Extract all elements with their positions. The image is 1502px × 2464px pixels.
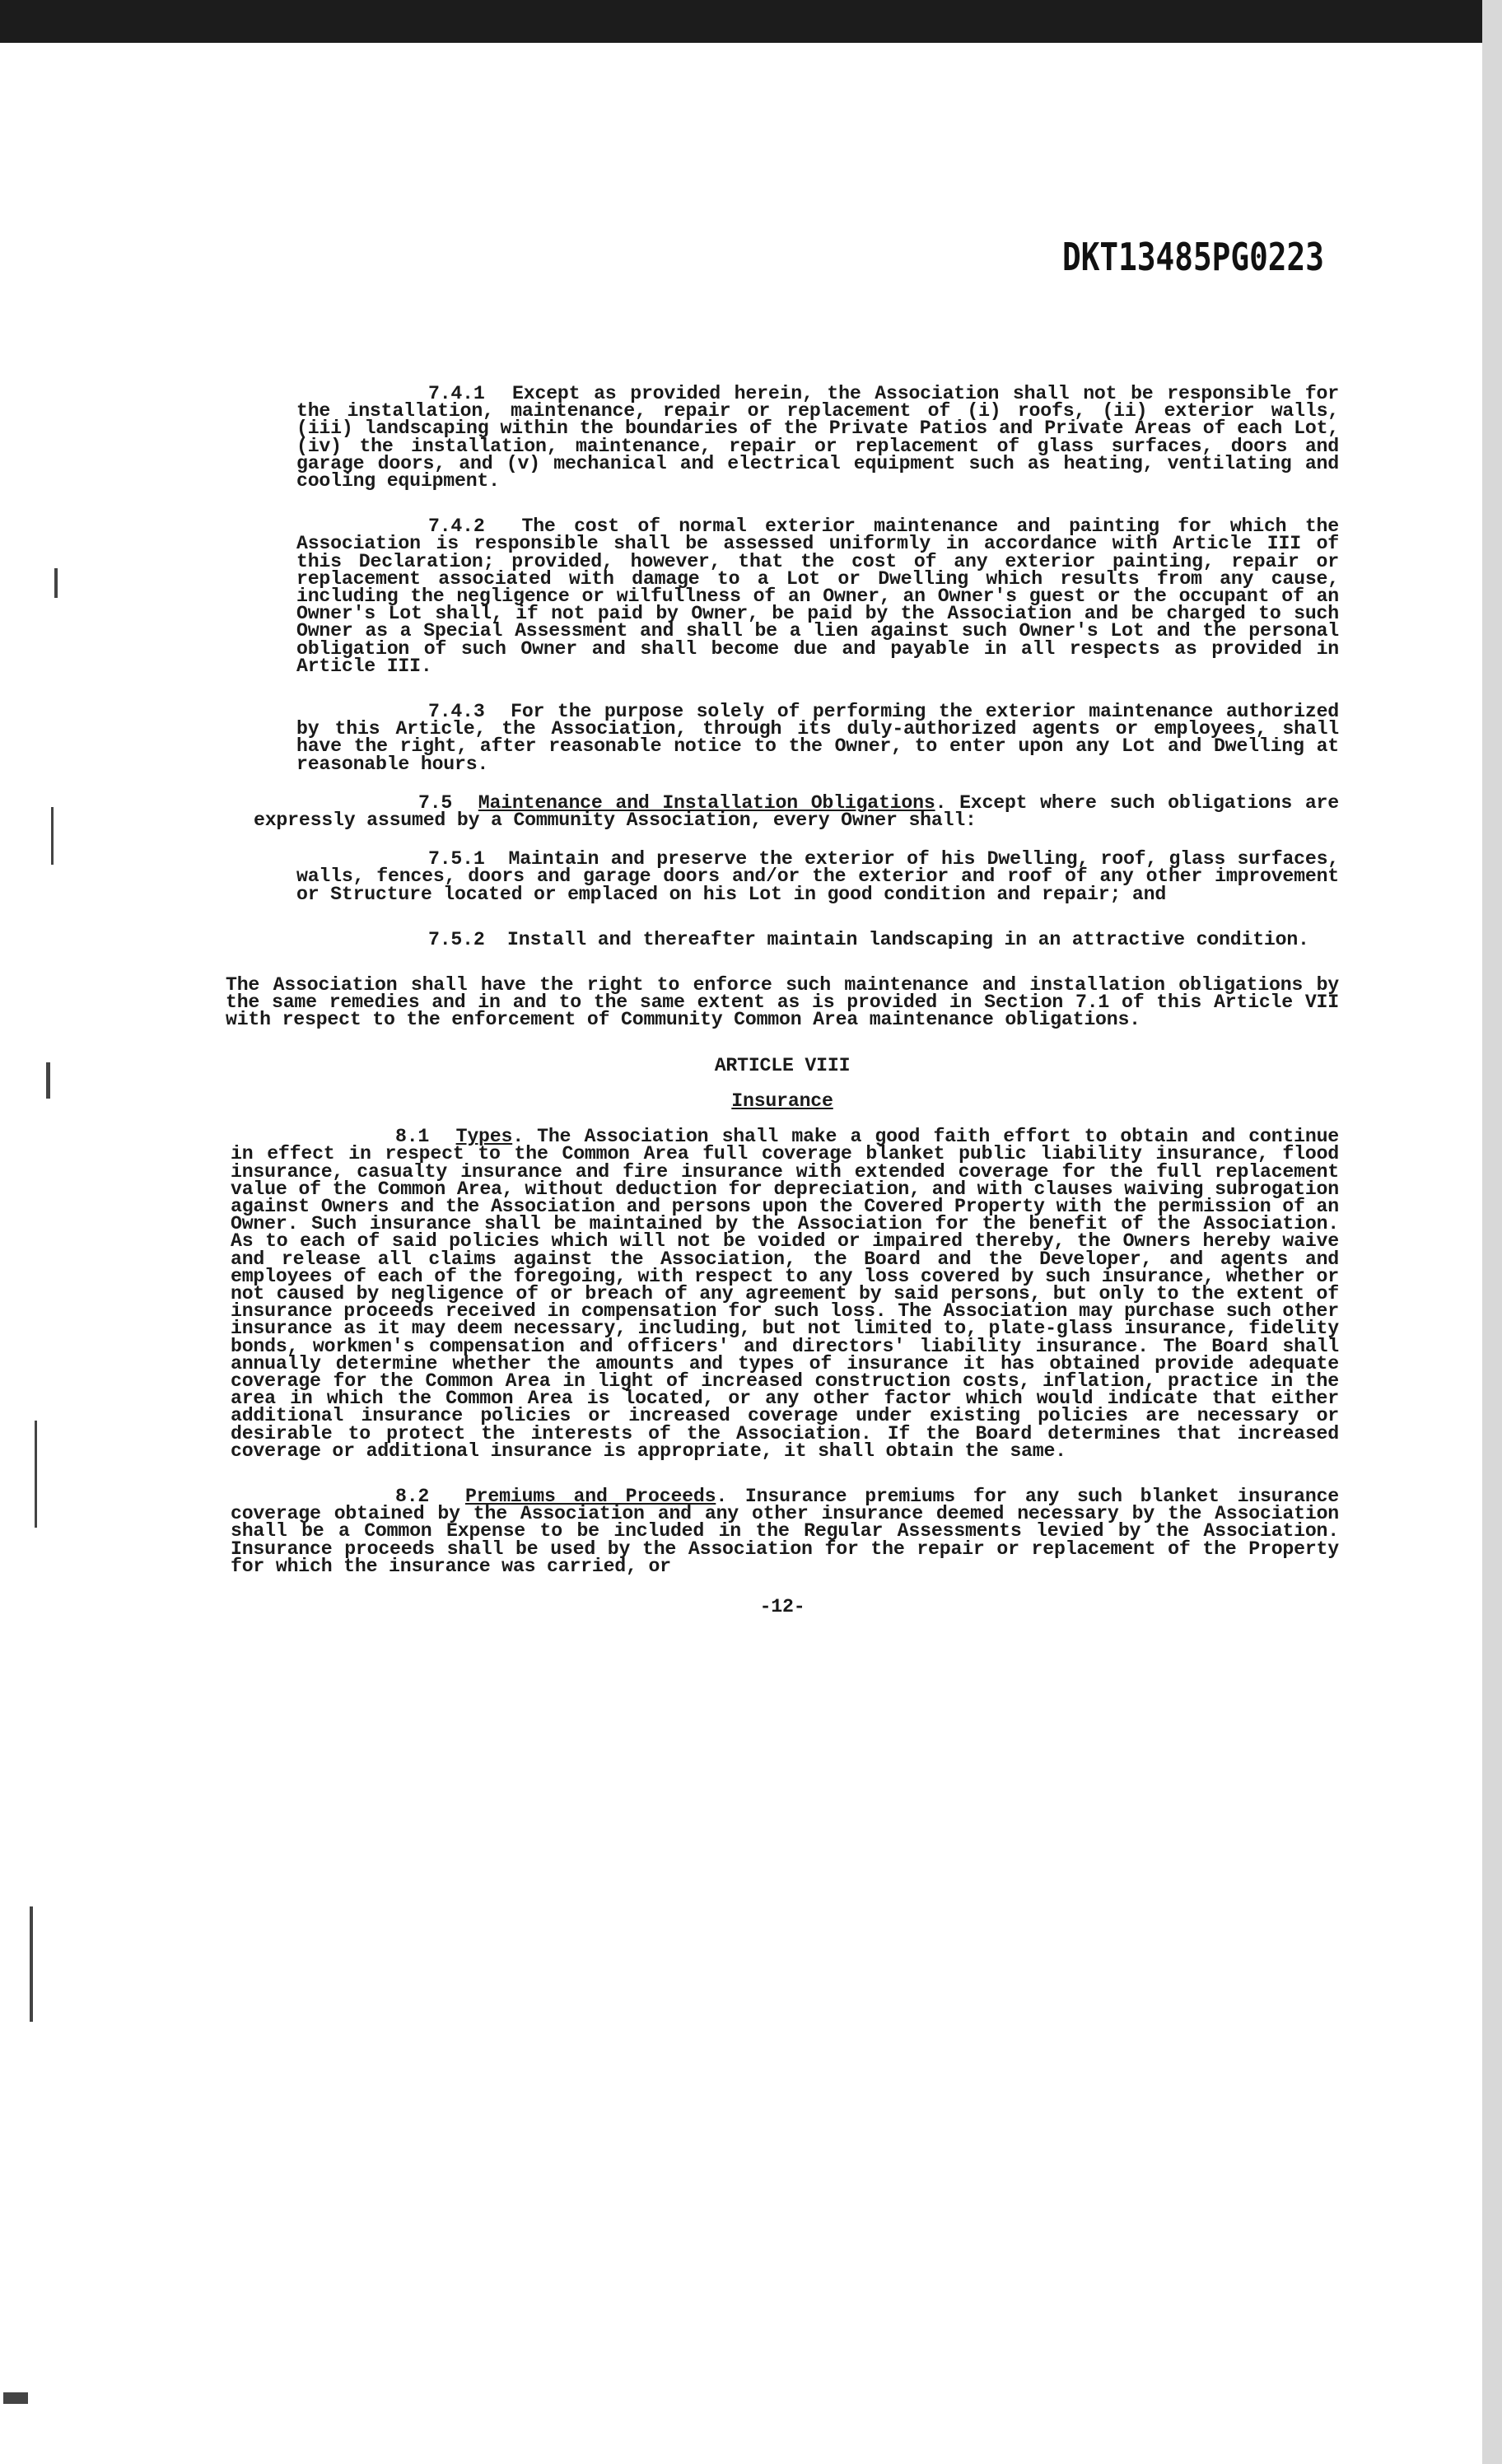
- paragraph-association-enforcement: [226, 974, 1339, 1031]
- document-stamp: DKT13485PG0223: [1062, 235, 1324, 279]
- section-heading: Types: [455, 1126, 513, 1148]
- page-number: -12-: [759, 1595, 805, 1617]
- section-number: 7.4.2: [428, 516, 485, 538]
- section-heading: Maintenance and Installation Obligations: [478, 791, 935, 814]
- margin-mark: [54, 568, 58, 598]
- paragraph-text: For the purpose solely of performing the exterior maintenance authorized by this Article, the Association, through its duly-authorized agents or employees, shall have the right, after reasonable notice to the Owner, to enter upon any Lot and Dwelling at reasonable hours.: [296, 701, 1339, 775]
- paragraph-7-4-2: [296, 518, 1339, 675]
- section-number: 7.5.1: [428, 848, 485, 870]
- section-number: 7.5: [418, 791, 453, 814]
- document-body: [226, 385, 1339, 1644]
- margin-mark: [46, 1062, 50, 1099]
- paragraph-7-5-1: [296, 848, 1339, 905]
- paragraph-7-5: [254, 791, 1339, 832]
- section-number: 8.2: [395, 1485, 430, 1507]
- paragraph-7-5-2: [296, 928, 1339, 950]
- paragraph-7-4-3: [296, 703, 1339, 773]
- paragraph-7-4-1: [296, 385, 1339, 490]
- article-title: [226, 1090, 1339, 1112]
- paragraph-text: Install and thereafter maintain landscaping in an attractive condition.: [507, 928, 1309, 950]
- article-title-text: Insurance: [731, 1090, 833, 1112]
- paragraph-text: . Except where such obligations are expressly assumed by a Community Association, every Owner shall:: [254, 791, 1339, 832]
- section-number: 7.4.1: [428, 383, 485, 404]
- paragraph-text: . The Association shall make a good faith effort to obtain and continue in effect in respect to the Common Area full coverage blanket public liability insurance, flood insurance, casualty insurance and fire insurance with extended coverage for the full replacement value of the Common Area, without deduction for depreciation, and with clauses waiving subrogation against Owners and the Association and persons upon the Covered Property with the permission of an Owner. Such insurance shall be maintained by the Association for the benefit of the Association. As to each of said policies which will not be voided or impaired thereby, the Owners hereby waive and release all claims against the Association, the Board and the Developer, and agents and employees of each of the foregoing, with respect to any loss covered by such insurance, whether or not caused by negligence of or breach of any agreement by said persons, but only to the extent of insurance proceeds received in compensation for such loss. The Association may purchase such other insurance as it may deem necessary, including, but not limited to, plate-glass insurance, fidelity bonds, workmen's compensation and officers' and directors' liability insurance. The Board shall annually determine whether the amounts and types of insurance it has obtained provide adequate coverage for the Common Area in light of increased construction costs, inflation, practice in the area in which the Common Area is located, or any other factor which would indicate that either additional insurance policies or increased coverage under existing policies are necessary or desirable to protect the interests of the Association. If the Board determines that increased coverage or additional insurance is appropriate, it shall obtain the same.: [231, 1126, 1340, 1462]
- margin-mark: [30, 1906, 33, 2022]
- paragraph-text: The cost of normal exterior maintenance and painting for which the Association is responsible shall be assessed uniformly in accordance with Article III of this Declaration; provided, however, that the cost of any exterior painting, repair or replacement associated with damage to a Lot or Dwelling which results from any cause, including the negligence or wilfullness of an Owner, an Owner's guest or the occupant of an Owner's Lot shall, if not paid by Owner, be paid by the Association and be charged to such Owner as a Special Assessment and shall be a lien against such Owner's Lot and the personal obligation of such Owner and shall become due and payable in all respects as provided in Article III.: [296, 516, 1339, 677]
- paragraph-8-1: [231, 1128, 1339, 1460]
- section-number: 7.5.2: [428, 928, 485, 950]
- section-number: 8.1: [395, 1126, 430, 1148]
- scan-right-edge: [1482, 0, 1502, 2464]
- margin-mark: [51, 807, 54, 865]
- paragraph-8-2: [231, 1485, 1340, 1577]
- section-number: 7.4.3: [428, 701, 485, 723]
- margin-mark: [3, 2392, 28, 2404]
- scan-top-border: [0, 0, 1502, 43]
- paragraph-text: . Insurance premiums for any such blanket insurance coverage obtained by the Association and any other insurance deemed necessary by the Association shall be a Common Expense to be included in the Regular Assessments levied by the Association. Insurance proceeds shall be used by the Association for the repair or replacement of the Property for which the insurance was carried, or: [231, 1485, 1340, 1577]
- article-heading: ARTICLE VIII: [714, 1054, 851, 1076]
- margin-mark: [35, 1421, 37, 1528]
- paragraph-text: Maintain and preserve the exterior of his Dwelling, roof, glass surfaces, walls, fences, doors and garage doors and/or the exterior and roof of any other improvement or Structure located or emplaced on his Lot in good condition and repair; and: [296, 848, 1339, 905]
- section-heading: Premiums and Proceeds: [464, 1485, 716, 1507]
- paragraph-text: The Association shall have the right to enforce such maintenance and installation obligations by the same remedies and in and to the same extent as is provided in Section 7.1 of this Article VII with respect to the enforcement of Community Common Area maintenance obligations.: [226, 974, 1339, 1031]
- paragraph-text: Except as provided herein, the Association shall not be responsible for the installation, maintenance, repair or replacement of (i) roofs, (ii) exterior walls, (iii) landscaping within the boundaries of the Private Patios and Private Areas of each Lot, (iv) the installation, maintenance, repair or replacement of glass surfaces, doors and garage doors, and (v) mechanical and electrical equipment such as heating, ventilating and cooling equipment.: [296, 383, 1339, 492]
